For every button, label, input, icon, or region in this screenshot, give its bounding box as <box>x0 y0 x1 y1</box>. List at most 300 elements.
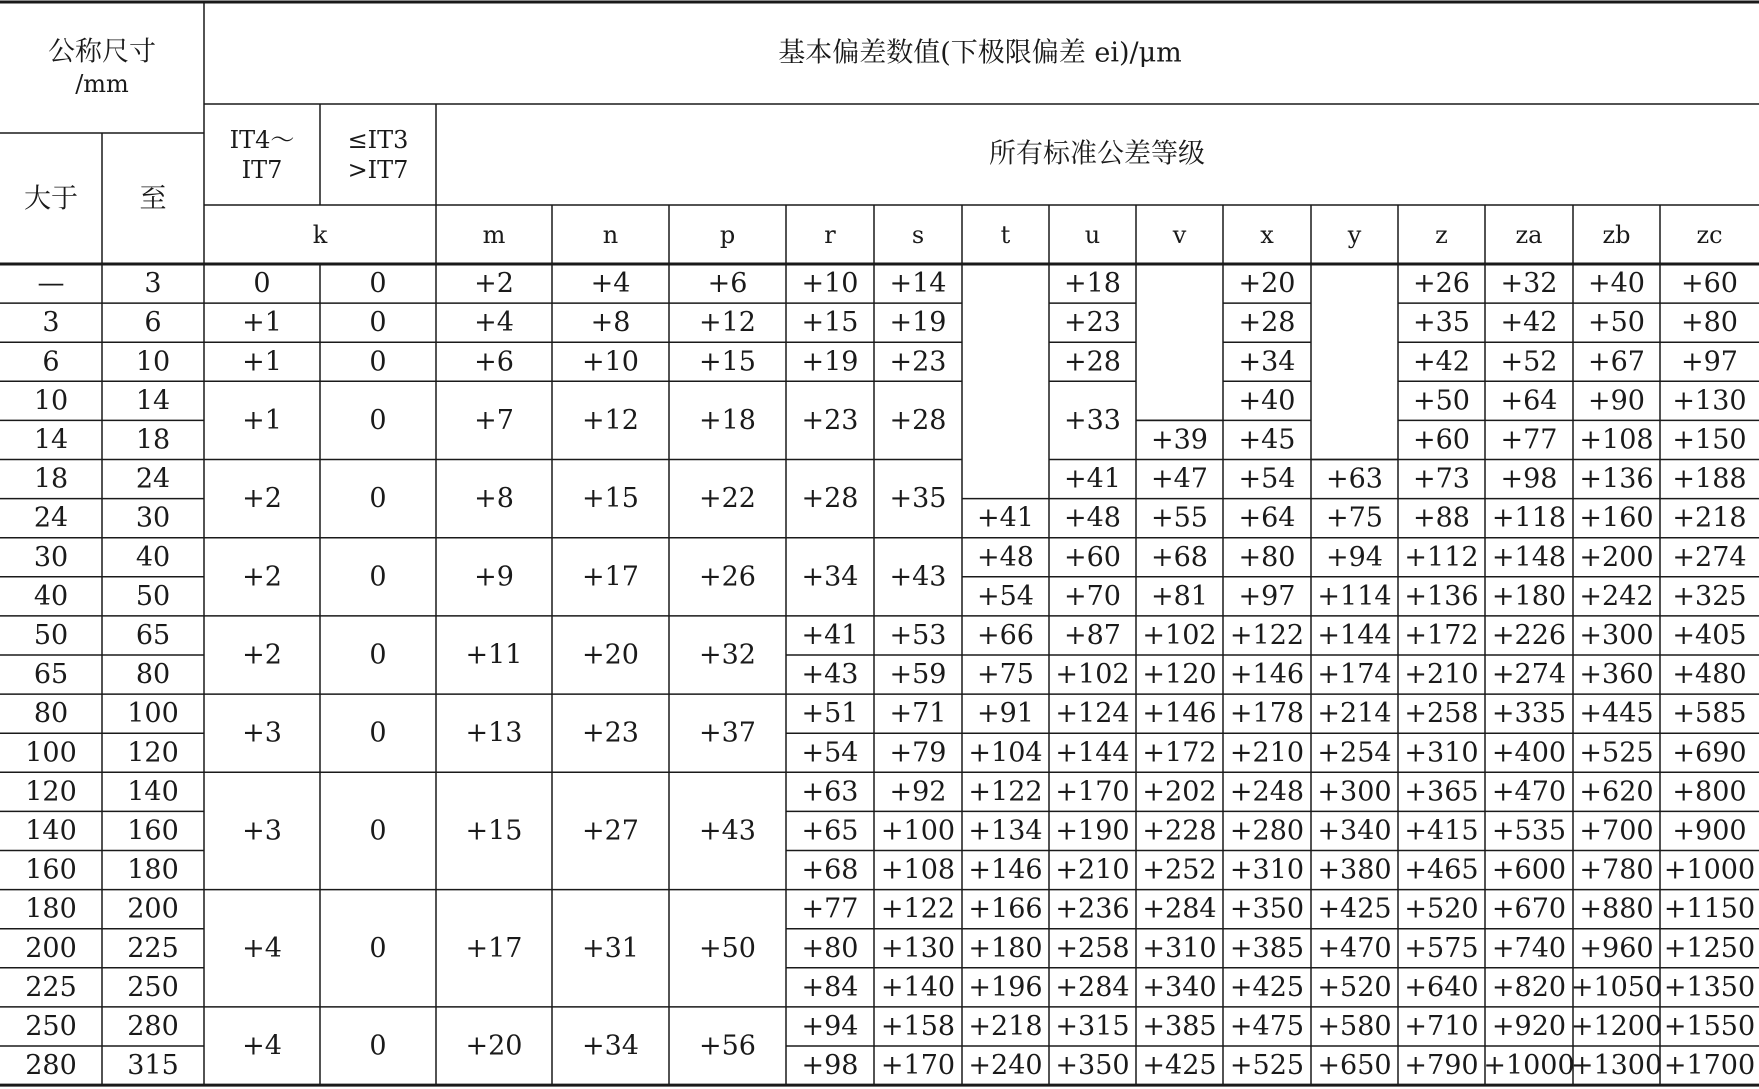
za-value: +740 <box>1491 932 1567 964</box>
t-value: +54 <box>977 580 1034 612</box>
k-it4-it7-value: +2 <box>242 639 282 671</box>
zc-value: +1550 <box>1663 1011 1756 1042</box>
v-value: +120 <box>1142 659 1217 691</box>
z-value: +88 <box>1413 502 1470 534</box>
z-value: +575 <box>1404 932 1479 964</box>
u-value: +350 <box>1055 1050 1130 1082</box>
y-value: +580 <box>1317 1011 1392 1042</box>
v-value: +385 <box>1142 1011 1217 1042</box>
k-it4-it7-value: +2 <box>242 483 282 515</box>
v-value: +47 <box>1151 463 1208 495</box>
zc-value: +218 <box>1672 502 1747 534</box>
size-over-value: 250 <box>25 1011 77 1042</box>
size-over-value: 120 <box>25 776 77 808</box>
s-value: +59 <box>889 659 947 691</box>
n-value: +23 <box>582 717 639 749</box>
s-value: +28 <box>889 404 947 436</box>
size-to-value: 40 <box>135 541 171 573</box>
u-value: +41 <box>1064 463 1121 495</box>
y-value: +300 <box>1317 776 1392 808</box>
r-value: +65 <box>801 815 859 847</box>
zb-value: +1050 <box>1570 971 1663 1003</box>
n-value: +4 <box>590 268 631 300</box>
zc-value: +130 <box>1672 385 1747 417</box>
m-value: +8 <box>474 483 514 515</box>
t-value: +122 <box>968 776 1043 808</box>
zb-value: +136 <box>1579 463 1654 495</box>
zb-value: +160 <box>1579 502 1654 534</box>
y-value: +174 <box>1317 659 1392 691</box>
zc-value: +1250 <box>1663 932 1756 964</box>
p-value: +22 <box>699 483 756 515</box>
n-value: +17 <box>582 561 639 593</box>
table-title: 基本偏差数值(下极限偏差 ei)/μm <box>778 37 1182 69</box>
zc-value: +60 <box>1681 268 1738 300</box>
k-le-it3-value: 0 <box>369 815 387 847</box>
x-value: +350 <box>1229 893 1305 925</box>
col-za-header: za <box>1515 221 1543 249</box>
col-y-header: y <box>1347 221 1362 249</box>
s-value: +108 <box>880 854 956 886</box>
v-value: +252 <box>1142 854 1217 886</box>
s-value: +14 <box>889 268 947 300</box>
r-value: +51 <box>801 698 859 730</box>
p-value: +50 <box>699 932 756 964</box>
u-value: +87 <box>1064 619 1121 651</box>
y-value: +114 <box>1317 580 1392 612</box>
size-to-value: 3 <box>144 268 162 300</box>
y-value: +520 <box>1317 971 1392 1003</box>
size-to-value: 280 <box>127 1011 179 1042</box>
k-it4-it7-value: +4 <box>242 932 282 964</box>
m-value: +11 <box>465 639 523 671</box>
zc-value: +800 <box>1672 776 1747 808</box>
zb-value: +1200 <box>1570 1011 1663 1042</box>
r-value: +68 <box>801 854 859 886</box>
size-to-value: 315 <box>127 1050 179 1082</box>
za-value: +820 <box>1491 971 1567 1003</box>
x-value: +248 <box>1229 776 1305 808</box>
k-le-it3-value: 0 <box>369 561 387 593</box>
col-m-header: m <box>482 221 506 249</box>
x-value: +122 <box>1229 620 1305 651</box>
za-value: +52 <box>1500 346 1558 378</box>
zb-value: +880 <box>1579 893 1654 925</box>
le-it3-header: >IT7 <box>347 156 409 184</box>
zb-value: +200 <box>1579 541 1654 573</box>
x-value: +54 <box>1238 463 1296 495</box>
k-it4-it7-value: +1 <box>242 307 282 339</box>
size-over-value: 24 <box>33 502 69 534</box>
zb-value: +90 <box>1588 385 1645 417</box>
n-value: +8 <box>590 307 631 339</box>
s-value: +53 <box>889 619 947 651</box>
t-value: +48 <box>977 541 1034 573</box>
u-value: +236 <box>1055 893 1130 925</box>
x-value: +20 <box>1238 268 1296 300</box>
size-to-value: 180 <box>127 854 179 886</box>
zc-value: +900 <box>1672 815 1747 847</box>
za-value: +98 <box>1500 463 1558 495</box>
z-value: +640 <box>1404 971 1479 1003</box>
z-value: +465 <box>1404 854 1479 886</box>
col-zc-header: zc <box>1696 221 1723 249</box>
z-value: +365 <box>1404 776 1479 808</box>
n-value: +20 <box>582 639 639 671</box>
r-value: +10 <box>801 268 859 300</box>
size-over-value: 140 <box>25 815 77 847</box>
r-value: +54 <box>801 737 859 769</box>
r-value: +23 <box>801 404 859 436</box>
v-value: +39 <box>1151 424 1208 456</box>
col-over-header: 大于 <box>24 183 78 215</box>
size-over-value: 40 <box>33 580 69 612</box>
all-grades-header: 所有标准公差等级 <box>989 138 1205 170</box>
z-value: +35 <box>1413 307 1470 339</box>
zb-value: +50 <box>1588 307 1645 339</box>
za-value: +1000 <box>1483 1050 1575 1082</box>
zc-value: +80 <box>1681 307 1738 339</box>
r-value: +63 <box>801 776 859 808</box>
zb-value: +360 <box>1579 659 1654 691</box>
za-value: +400 <box>1491 737 1567 769</box>
size-over-value: 160 <box>25 854 77 886</box>
col-k-header: k <box>312 221 328 249</box>
zc-value: +585 <box>1672 698 1747 730</box>
t-value: +41 <box>977 502 1034 534</box>
n-value: +12 <box>582 404 639 436</box>
y-value: +94 <box>1326 541 1383 573</box>
k-le-it3-value: 0 <box>369 268 387 300</box>
k-it4-it7-value: 0 <box>253 268 271 300</box>
nominal-size-label: 公称尺寸 <box>48 36 156 68</box>
u-value: +48 <box>1064 502 1121 534</box>
za-value: +226 <box>1491 620 1567 651</box>
r-value: +84 <box>801 971 859 1003</box>
p-value: +37 <box>699 717 756 749</box>
col-to-header: 至 <box>139 183 167 215</box>
u-value: +170 <box>1055 776 1130 808</box>
size-to-value: 225 <box>127 932 179 964</box>
p-value: +26 <box>699 561 756 593</box>
z-value: +136 <box>1404 580 1479 612</box>
size-to-value: 10 <box>135 346 171 378</box>
z-value: +60 <box>1413 424 1470 456</box>
col-p-header: p <box>719 221 736 249</box>
t-value: +240 <box>968 1050 1043 1082</box>
s-value: +100 <box>880 815 956 847</box>
p-value: +15 <box>699 346 756 378</box>
size-to-value: 100 <box>127 698 179 730</box>
k-le-it3-value: 0 <box>369 307 387 339</box>
u-value: +258 <box>1055 932 1130 964</box>
r-value: +34 <box>801 561 859 593</box>
s-value: +35 <box>889 483 947 515</box>
size-over-value: 18 <box>33 463 69 495</box>
x-value: +385 <box>1229 932 1305 964</box>
k-it4-it7-value: +3 <box>242 815 282 847</box>
z-value: +310 <box>1404 737 1479 769</box>
za-value: +148 <box>1491 541 1567 573</box>
zc-value: +690 <box>1672 737 1747 769</box>
zc-value: +480 <box>1672 659 1747 691</box>
v-value: +425 <box>1142 1050 1217 1082</box>
size-to-value: 18 <box>135 424 171 456</box>
r-value: +77 <box>801 893 859 925</box>
y-value: +340 <box>1317 815 1392 847</box>
za-value: +335 <box>1491 698 1567 730</box>
x-value: +525 <box>1229 1050 1305 1082</box>
m-value: +4 <box>474 307 514 339</box>
m-value: +13 <box>465 717 523 749</box>
y-value: +214 <box>1317 698 1392 730</box>
zb-value: +960 <box>1579 932 1654 964</box>
z-value: +42 <box>1413 346 1470 378</box>
r-value: +41 <box>801 619 859 651</box>
p-value: +18 <box>699 404 756 436</box>
m-value: +9 <box>474 561 514 593</box>
z-value: +50 <box>1413 385 1470 417</box>
v-value: +102 <box>1142 620 1217 651</box>
u-value: +70 <box>1064 580 1121 612</box>
x-value: +425 <box>1229 971 1305 1003</box>
nominal-unit-label: /mm <box>75 70 129 98</box>
size-over-value: 280 <box>25 1050 77 1082</box>
y-value: +254 <box>1317 737 1392 769</box>
col-x-header: x <box>1260 221 1274 249</box>
v-value: +146 <box>1142 698 1217 730</box>
zb-value: +40 <box>1588 268 1645 300</box>
col-s-header: s <box>911 221 925 249</box>
k-it4-it7-value: +1 <box>242 404 282 436</box>
u-value: +23 <box>1064 307 1121 339</box>
k-le-it3-value: 0 <box>369 717 387 749</box>
z-value: +210 <box>1404 659 1479 691</box>
k-it4-it7-value: +2 <box>242 561 282 593</box>
za-value: +920 <box>1491 1011 1567 1042</box>
n-value: +27 <box>582 815 639 847</box>
t-value: +166 <box>968 893 1043 925</box>
k-le-it3-value: 0 <box>369 932 387 964</box>
size-to-value: 6 <box>144 307 162 339</box>
size-to-value: 80 <box>135 659 171 691</box>
v-value: +284 <box>1142 893 1217 925</box>
v-value: +340 <box>1142 971 1217 1003</box>
v-value: +68 <box>1151 541 1208 573</box>
size-over-value: 3 <box>42 307 60 339</box>
x-value: +178 <box>1229 698 1305 730</box>
x-value: +40 <box>1238 385 1296 417</box>
x-value: +475 <box>1229 1011 1305 1042</box>
zc-value: +1000 <box>1663 854 1756 886</box>
size-to-value: 14 <box>135 385 171 417</box>
k-it4-it7-value: +1 <box>242 346 282 378</box>
size-over-value: 50 <box>33 620 69 651</box>
size-to-value: 24 <box>135 463 171 495</box>
it4-it7-header: IT7 <box>241 156 283 184</box>
r-value: +80 <box>801 932 859 964</box>
m-value: +2 <box>474 268 514 300</box>
p-value: +43 <box>699 815 756 847</box>
za-value: +180 <box>1491 580 1567 612</box>
y-value: +144 <box>1317 620 1392 651</box>
r-value: +94 <box>801 1010 859 1042</box>
s-value: +158 <box>880 1010 956 1042</box>
t-value: +146 <box>968 854 1043 886</box>
size-over-value: 100 <box>25 737 77 769</box>
z-value: +112 <box>1404 541 1479 573</box>
col-zb-header: zb <box>1602 221 1631 249</box>
v-value: +228 <box>1142 815 1217 847</box>
zc-value: +274 <box>1672 541 1747 573</box>
zc-value: +1700 <box>1663 1050 1756 1082</box>
zb-value: +700 <box>1579 815 1654 847</box>
r-value: +98 <box>801 1050 859 1082</box>
zb-value: +620 <box>1579 776 1654 808</box>
zb-value: +525 <box>1579 737 1654 769</box>
p-value: +32 <box>699 639 756 671</box>
u-value: +33 <box>1064 404 1121 436</box>
za-value: +670 <box>1491 893 1567 925</box>
p-value: +12 <box>699 307 756 339</box>
zc-value: +405 <box>1672 620 1747 651</box>
s-value: +122 <box>880 893 956 925</box>
x-value: +280 <box>1229 815 1305 847</box>
zb-value: +300 <box>1579 620 1654 651</box>
t-value: +134 <box>968 815 1043 847</box>
t-value: +66 <box>977 620 1034 651</box>
s-value: +170 <box>880 1050 956 1082</box>
za-value: +32 <box>1500 268 1558 300</box>
za-value: +42 <box>1500 307 1558 339</box>
z-value: +790 <box>1404 1050 1479 1082</box>
m-value: +20 <box>465 1030 523 1062</box>
u-value: +124 <box>1055 698 1130 730</box>
y-value: +380 <box>1317 854 1392 886</box>
u-value: +210 <box>1055 854 1130 886</box>
size-to-value: 160 <box>127 815 179 847</box>
za-value: +600 <box>1491 854 1567 886</box>
u-value: +28 <box>1064 346 1121 378</box>
col-r-header: r <box>824 221 836 249</box>
le-it3-header: ≤IT3 <box>347 126 409 154</box>
z-value: +415 <box>1404 815 1479 847</box>
x-value: +80 <box>1238 541 1296 573</box>
s-value: +43 <box>889 561 947 593</box>
size-over-value: 6 <box>42 346 60 378</box>
x-value: +28 <box>1238 307 1296 339</box>
y-value: +425 <box>1317 893 1392 925</box>
zc-value: +150 <box>1672 424 1747 456</box>
u-value: +315 <box>1055 1010 1130 1042</box>
x-value: +310 <box>1229 854 1305 886</box>
t-value: +75 <box>977 659 1034 691</box>
x-value: +34 <box>1238 346 1296 378</box>
size-over-value: 225 <box>25 971 77 1003</box>
u-value: +60 <box>1064 541 1121 573</box>
za-value: +77 <box>1500 424 1558 456</box>
p-value: +56 <box>699 1030 756 1062</box>
zc-value: +188 <box>1672 463 1747 495</box>
size-over-value: 180 <box>25 893 77 925</box>
size-to-value: 140 <box>127 776 179 808</box>
z-value: +172 <box>1404 620 1479 651</box>
v-value: +172 <box>1142 737 1217 769</box>
m-value: +17 <box>465 932 523 964</box>
y-value: +650 <box>1317 1050 1392 1082</box>
za-value: +274 <box>1491 659 1567 691</box>
v-value: +81 <box>1151 580 1208 612</box>
size-over-value: 200 <box>25 932 77 964</box>
size-over-value: 65 <box>33 659 69 691</box>
u-value: +144 <box>1055 737 1130 769</box>
r-value: +43 <box>801 659 859 691</box>
size-to-value: 30 <box>135 502 171 534</box>
s-value: +92 <box>889 776 947 808</box>
it4-it7-header: IT4～ <box>229 126 295 154</box>
size-to-value: 50 <box>135 580 171 612</box>
s-value: +23 <box>889 346 947 378</box>
size-over-value: 14 <box>33 424 69 456</box>
t-value: +196 <box>968 971 1043 1003</box>
size-over-value: 10 <box>33 385 69 417</box>
za-value: +64 <box>1500 385 1558 417</box>
za-value: +470 <box>1491 776 1567 808</box>
s-value: +140 <box>880 971 956 1003</box>
v-value: +55 <box>1151 502 1208 534</box>
z-value: +26 <box>1413 268 1470 300</box>
col-v-header: v <box>1172 221 1187 249</box>
za-value: +118 <box>1491 502 1567 534</box>
n-value: +34 <box>582 1030 639 1062</box>
n-value: +15 <box>582 483 639 515</box>
zc-value: +1350 <box>1663 971 1756 1003</box>
k-le-it3-value: 0 <box>369 483 387 515</box>
size-to-value: 65 <box>135 620 171 651</box>
x-value: +146 <box>1229 659 1305 691</box>
size-over-value: — <box>37 268 65 300</box>
zb-value: +445 <box>1579 698 1654 730</box>
x-value: +45 <box>1238 424 1296 456</box>
m-value: +7 <box>474 404 514 436</box>
size-to-value: 250 <box>127 971 179 1003</box>
n-value: +31 <box>582 932 639 964</box>
zc-value: +325 <box>1672 580 1747 612</box>
t-value: +180 <box>968 932 1043 964</box>
s-value: +71 <box>889 698 947 730</box>
zb-value: +108 <box>1579 424 1654 456</box>
x-value: +97 <box>1238 580 1296 612</box>
r-value: +15 <box>801 307 859 339</box>
u-value: +102 <box>1055 659 1130 691</box>
size-over-value: 30 <box>33 541 69 573</box>
size-over-value: 80 <box>33 698 69 730</box>
zb-value: +67 <box>1588 346 1645 378</box>
u-value: +18 <box>1064 268 1121 300</box>
m-value: +15 <box>465 815 523 847</box>
s-value: +79 <box>889 737 947 769</box>
m-value: +6 <box>474 346 514 378</box>
col-z-header: z <box>1435 221 1448 249</box>
s-value: +130 <box>880 932 956 964</box>
u-value: +284 <box>1055 971 1130 1003</box>
zb-value: +780 <box>1579 854 1654 886</box>
col-u-header: u <box>1084 221 1101 249</box>
k-le-it3-value: 0 <box>369 346 387 378</box>
r-value: +19 <box>801 346 859 378</box>
size-to-value: 120 <box>127 737 179 769</box>
zc-value: +1150 <box>1663 893 1756 925</box>
